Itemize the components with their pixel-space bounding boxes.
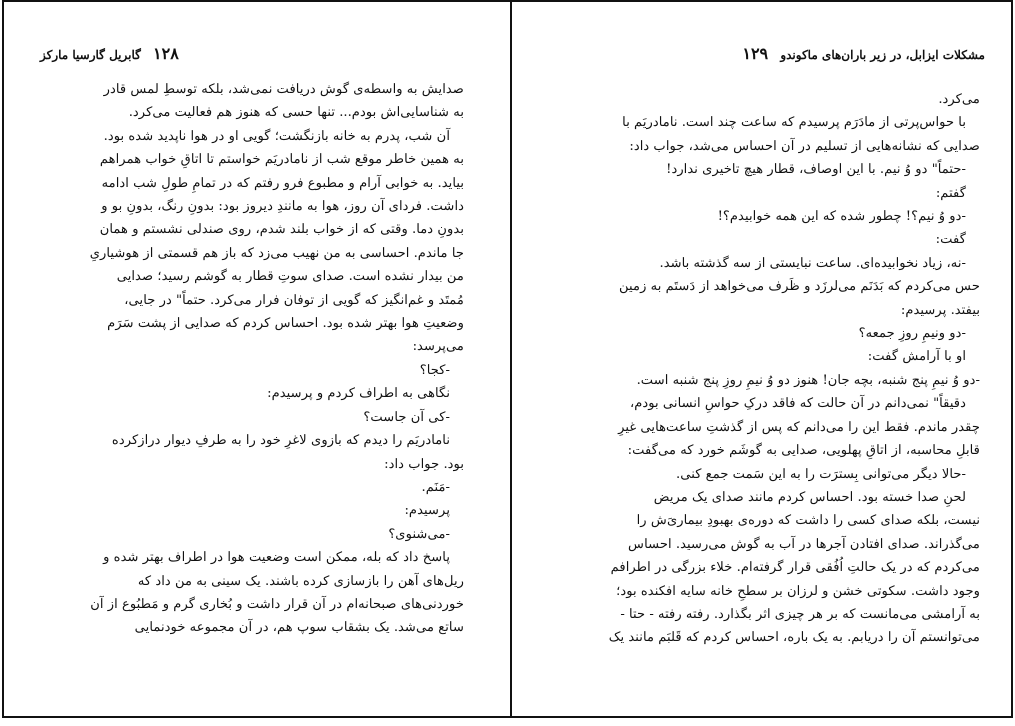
text-line: ریل‌های آهن را بازسازی کرده باشند. یک سینی به من داد که [137, 573, 464, 589]
text-line: می‌توانستم آن را دریابم. به یک باره، احساس کردم که قَلبَم مانند یک [608, 630, 980, 646]
text-line: -مَنَم. [421, 479, 450, 495]
text-line: می‌گذراند. صدای افتادن آجرها در آب به گوش می‌رسید. احساس [627, 536, 980, 552]
text-line: دقیقاً" نمی‌دانم در آن حالت که فاقد درکِ حواسِ انسانی بودم، [629, 396, 966, 412]
text-line: خوردنی‌های صبحانه‌ام در آن قرار داشت و بُخاری گرم و مَطبُوع از آن [90, 596, 464, 612]
text-line: مُمتَد و غم‌انگیز که گویی از توفان فرار می‌کرد. حتماً" در جایی، [124, 292, 464, 308]
text-line: نگاهی به اطراف کردم و پرسیدم: [267, 386, 450, 402]
text-line: چقدر ماندم. فقط این را می‌دانم که پس از گذشتِ ساعت‌هایی غیرِ [618, 419, 980, 435]
text-line: می‌کردم که در یک حالتِ اُفُقی قرار گرفته‌ام. خلاء بزرگی در اطرافم [610, 560, 980, 576]
right-page-number: ۱۲۹ [742, 44, 769, 63]
text-line: -دو ونیمِ روزِ جمعه؟ [858, 326, 966, 342]
right-page-header [742, 44, 985, 63]
text-line: پرسیدم: [404, 503, 450, 519]
text-line: لحنِ صدا خسته بود. احساس کردم مانند صدای یک مریض [653, 489, 966, 505]
text-line: نامادریَم را دیدم که بازوی لاغرِ خود را به طرفِ دیوار درازکرده [111, 433, 450, 449]
text-line: او با آرامش گفت: [867, 349, 966, 365]
text-line: جا ماندم. احساسی به من نهیب می‌زد که باز هم قسمتی از هوشیاریِ [89, 245, 464, 261]
left-page [2, 0, 511, 718]
text-line: صدایش به واسطه‌ی گوش دریافت نمی‌شد، بلکه توسطِ لمس قادر [103, 82, 464, 97]
text-line: قابلِ محاسبه، از اتاقِ پهلویی، صدایی به گوشَم خورد که می‌گفت: [627, 443, 980, 459]
text-line: -حتماً" دو وُ نیم. با این اوصاف، قطار هیچ تاخیری ندارد! [666, 162, 966, 178]
text-line: می‌کرد. [938, 92, 980, 107]
text-line: پاسخ داد که بله، ممکن است وضعیت هوا در اطراف بهتر شده و [103, 550, 450, 566]
text-line: بیفتد. پرسیدم: [900, 302, 980, 318]
left-running-title: گابریل گارسیا مارکز [40, 48, 141, 62]
text-line: -دو وُ نیمِ پنج شنبه، بچه جان! هنوز دو وُ نیمِ روزِ پنج شنبه است. [636, 372, 980, 388]
text-line: با حواس‌پرتی از مادَرَم پرسیدم که ساعت چند است. نامادریَم با [622, 115, 966, 131]
text-line: به آرامشی می‌مانست که بر هر چیزی اثر بگذارد. رفته رفته - حتا - [620, 606, 980, 622]
text-line: به شناسایی‌اش بودم... تنها حسی که هنوز هم فعالیت می‌کرد. [128, 105, 464, 121]
left-page-number: ۱۲۸ [153, 44, 179, 63]
text-line: حس می‌کردم که بَدَنَم می‌لرزَد و ظَرف می‌خواهد از دَستَم به زمین [619, 279, 980, 295]
text-line: من بیدار نشده است. صدای سوتِ قطار به گوشم رسید؛ صدایی [116, 269, 464, 285]
text-line: صدایی که نشانه‌هایی از تسلیم در آن احساس می‌شد، جواب داد: [629, 138, 980, 154]
text-line: گفت: [935, 232, 966, 248]
text-line: داشت. فردای آن روز، هوا به مانندِ دیروز بود: بدونِ رنگ، بدونِ بو و [101, 199, 464, 215]
left-page-text [44, 78, 464, 640]
text-line: وضعیتِ هوا بهتر شده بود. احساس کردم که صدایی از پشت سَرَم [107, 316, 464, 332]
text-line: وجود داشت. سکوتی خشن و لرزان بر سطحِ خانه سایه افکنده بود؛ [616, 583, 980, 599]
text-line: می‌پرسد: [412, 339, 464, 355]
text-line: به همین خاطر موقع شب از نامادریَم خواستم تا اتاقِ خواب همراهم [99, 152, 464, 168]
text-line: آن شب، پدرم به خانه بازنگشت؛ گویی او در هوا ناپدید شده بود. [103, 128, 450, 144]
right-page-text [572, 88, 980, 650]
text-line: بود. جواب داد: [384, 456, 464, 472]
text-line: -کجا؟ [419, 362, 450, 378]
right-running-title: مشکلات ایزابل، در زیر باران‌های ماکوندو [780, 48, 985, 62]
text-line: -کی آن جاست؟ [363, 409, 450, 425]
text-line: ساتع می‌شد. یک بشقاب سوپ هم، در آن مجموعه خودنمایی [134, 620, 464, 636]
text-line: گفتم: [935, 185, 966, 201]
text-line: بدونِ دما. وقتی که از خواب بلند شدم، روی صندلی نشستم و همان [99, 222, 464, 238]
text-line: -نه، زیاد نخوابیده‌ای. ساعت نبایستی از سه گذشته باشد. [659, 255, 966, 271]
left-page-header [40, 44, 179, 63]
text-line: -می‌شنوی؟ [388, 526, 450, 542]
text-line: -دو وُ نیم؟! چطور شده که این همه خوابیدم؟! [717, 209, 966, 225]
text-line: نیست، بلکه صدای کسی را داشت که دوره‌ی بهبودِ بیماری‌َش را [636, 513, 980, 529]
text-line: -حالا دیگر می‌توانی بِسترَت را به این سَمت جمع کنی. [676, 466, 966, 482]
text-line: بیاید. به خوابی آرام و مطبوع فرو رفتم که در تمامِ طولِ شب ادامه [101, 175, 464, 191]
right-page [511, 0, 1013, 718]
